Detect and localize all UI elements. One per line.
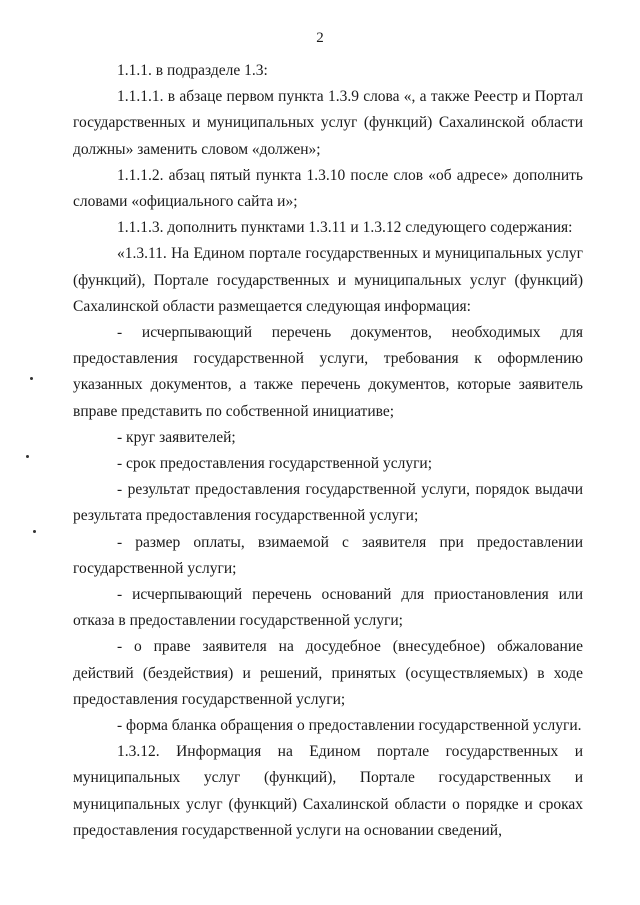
list-item-form: - форма бланка обращения о предоставлении государственной услуги. [117,717,582,735]
document-body [73,58,583,844]
list-item-result: - результат предоставления государственной услуги, порядок выдачи результата предоставления государственной услуги; [73,481,583,525]
paragraph-1-1-1-3: 1.1.1.3. дополнить пунктами 1.3.11 и 1.3.12 следующего содержания: [117,219,573,237]
paragraph-1-1-1-1: 1.1.1.1. в абзаце первом пункта 1.3.9 слова «, а также Реестр и Портал государственных и муниципальных услуг (функций) Сахалинской области должны» заменить словом «должен»; [73,88,583,158]
list-item-term: - срок предоставления государственной услуги; [117,455,433,473]
paragraph-1-3-11: «1.3.11. На Едином портале государственных и муниципальных услуг (функций), Портале государственных и муниципальных услуг (функций) Сахалинской области размещается следующая информация: [73,245,583,315]
list-item-appeal-right: - о праве заявителя на досудебное (внесудебное) обжалование действий (бездействия) и решений, принятых (осуществляемых) в ходе предоставления государственной услуги; [73,638,583,708]
paragraph-1-3-12: 1.3.12. Информация на Едином портале государственных и муниципальных услуг (функций), Портале государственных и муниципальных услуг (функций) Сахалинской области о порядке и сроках предоставления государственной услуги на основании сведений, [73,743,583,839]
paragraph-1-1-1: 1.1.1. в подразделе 1.3: [117,62,268,79]
page-number: 2 [316,30,324,46]
list-item-payment: - размер оплаты, взимаемой с заявителя при предоставлении государственной услуги; [73,533,583,577]
scan-speck [30,377,33,380]
list-item-applicants: - круг заявителей; [117,428,236,446]
list-item-refusal-grounds: - исчерпывающий перечень оснований для приостановления или отказа в предоставлении государственной услуги; [73,586,583,630]
list-item-documents: - исчерпывающий перечень документов, необходимых для предоставления государственной услуги, требования к оформлению указанных документов, а также перечень документов, которые заявитель вправе представить по собственной инициативе; [73,324,583,420]
scan-speck [33,530,36,533]
scan-speck [26,455,29,458]
paragraph-1-1-1-2: 1.1.1.2. абзац пятый пункта 1.3.10 после слов «об адресе» дополнить словами «официального сайта и»; [73,166,583,211]
